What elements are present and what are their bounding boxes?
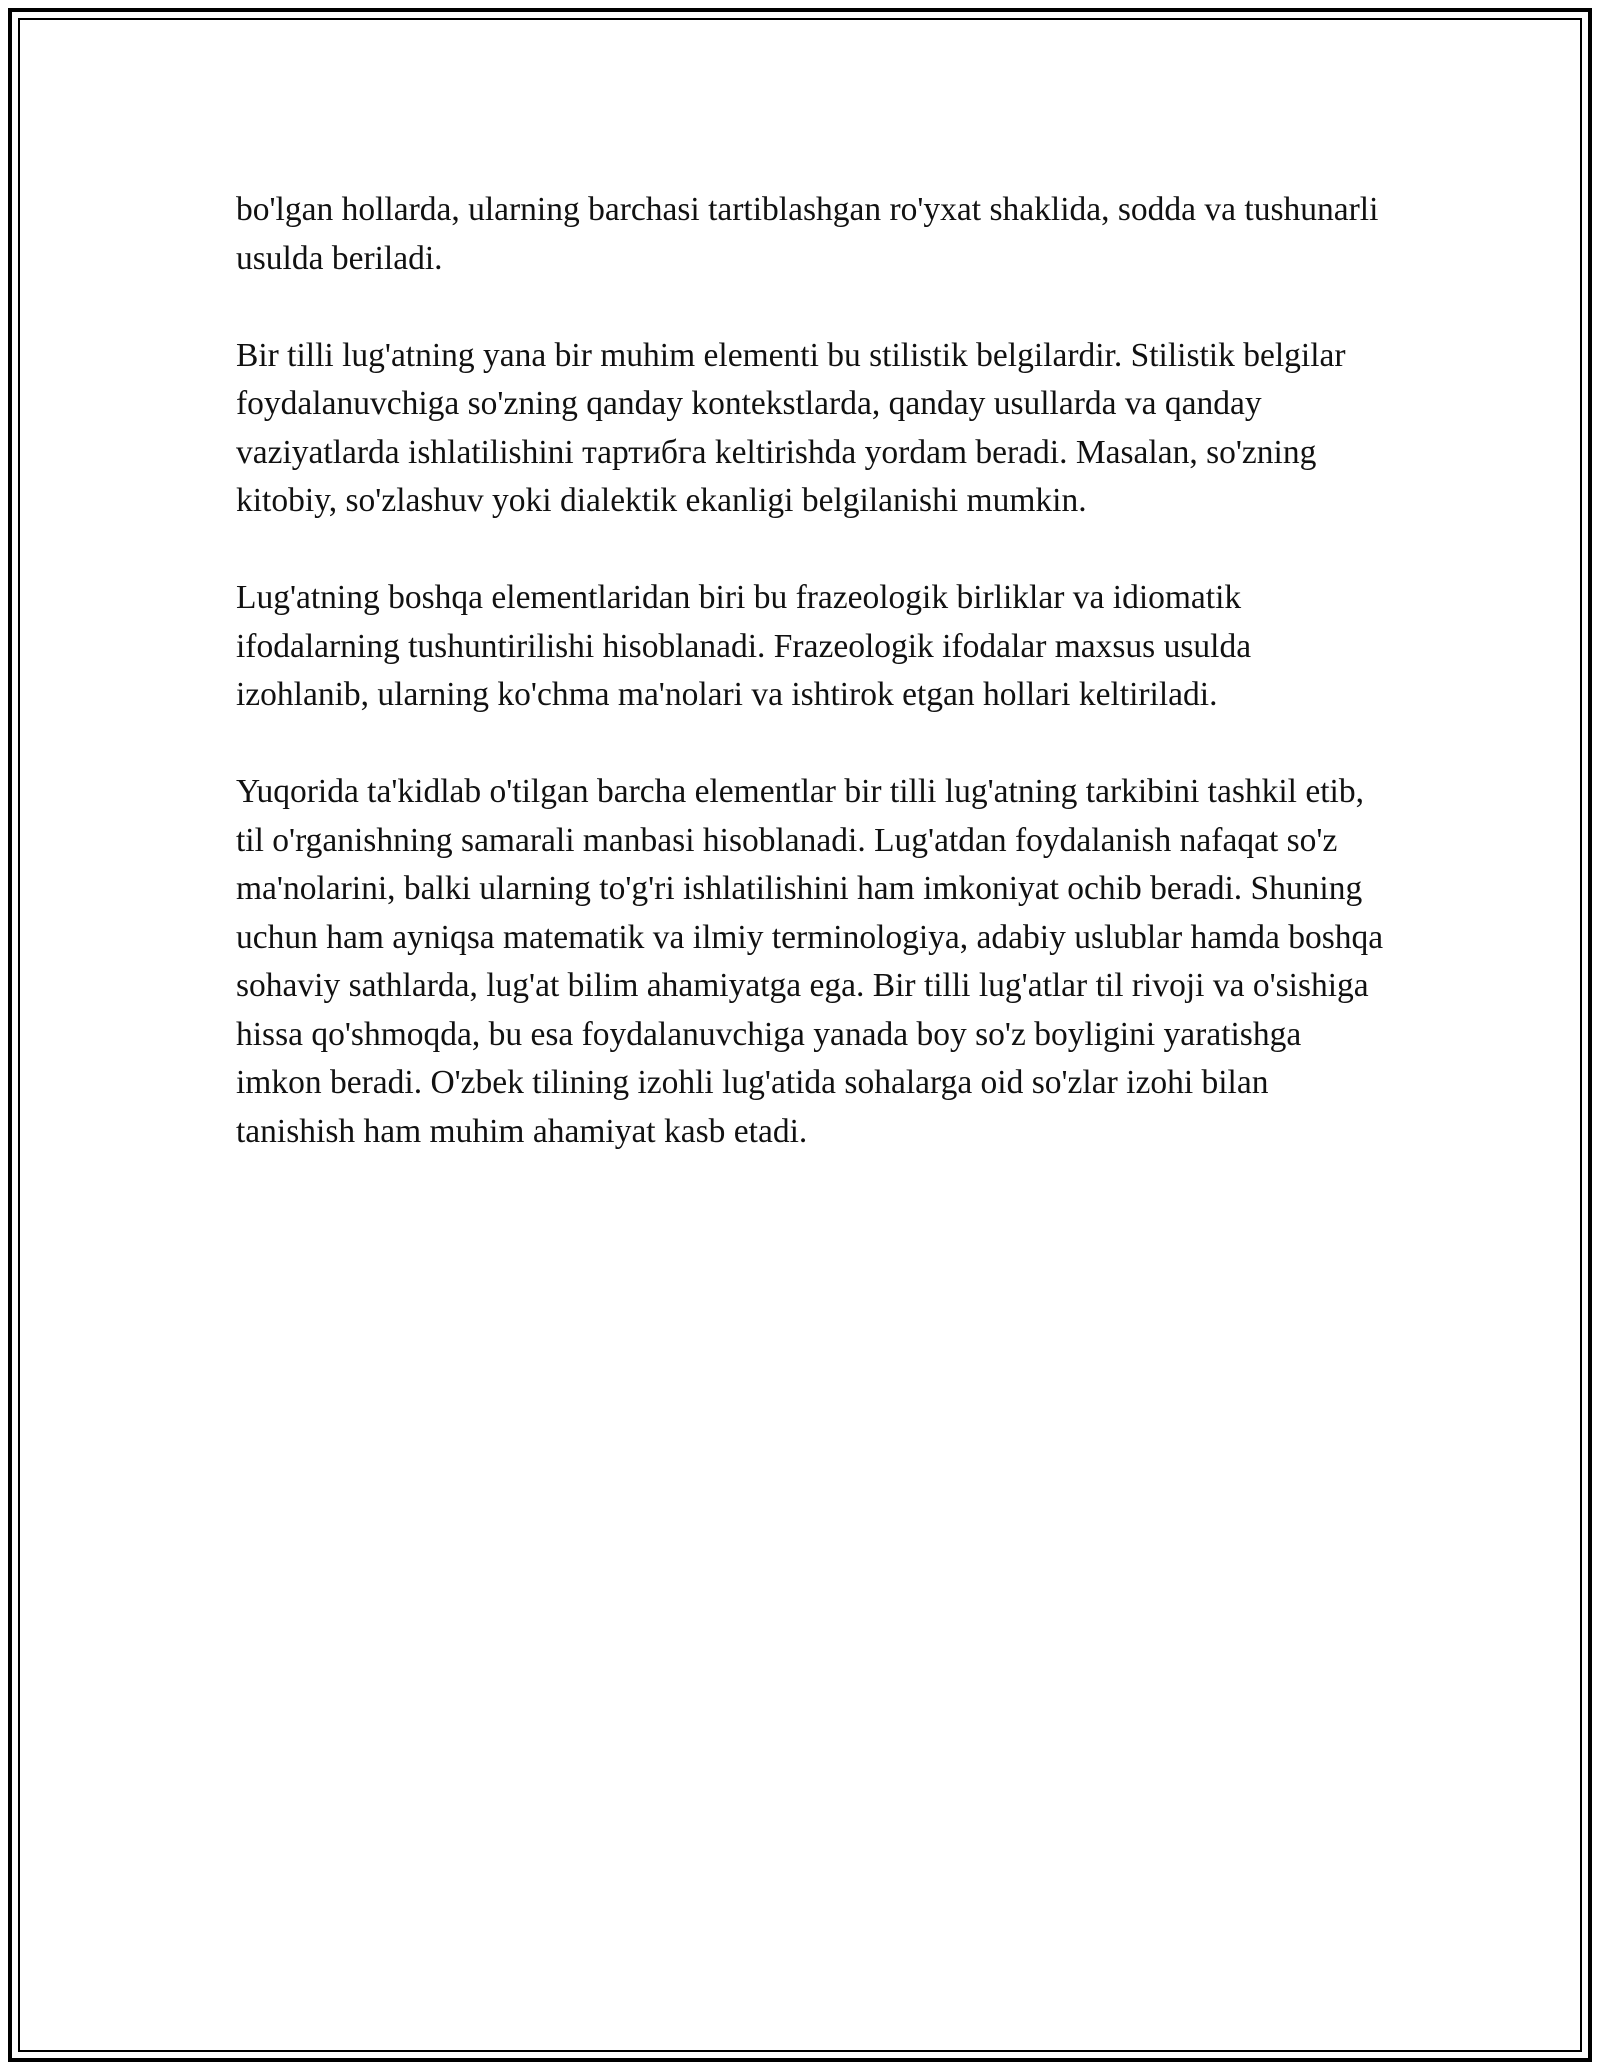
paragraph-3: Lug'atning boshqa elementlaridan biri bu frazeologik birliklar va idiomatik ifodalarning tushuntirilishi hisoblanadi. Frazeologik ifodalar maxsus usulda izohlanib, ularning ko'chma ma'nolari va ishtirok etgan hollari keltiriladi.: [236, 579, 1252, 713]
paragraph-4: Yuqorida ta'kidlab o'tilgan barcha elementlar bir tilli lug'atning tarkibini tashkil etib, til o'rganishning samarali manbasi hisoblanadi. Lug'atdan foydalanish nafaqat so'z ma'nolarini, balki ularning to'g'ri ishlatilishini ham imkoniyat ochib beradi. Shuning uchun ham ayniqsa matematik va ilmiy terminologiya, adabiy uslublar hamda boshqa sohaviy sathlarda, lug'at bilim ahamiyatga ega. Bir tilli lug'atlar til rivoji va o'sishiga hissa qo'shmoqda, bu esa foydalanuvchiga yanada boy so'z boyligini yaratishga imkon beradi. O'zbek tilining izohli lug'atida sohalarga oid so'zlar izohi bilan tanishish ham muhim ahamiyat kasb etadi.: [236, 773, 1384, 1150]
document-body: [236, 186, 1386, 1205]
paragraph-2: Bir tilli lug'atning yana bir muhim elementi bu stilistik belgilardir. Stilistik belgilar foydalanuvchiga so'zning qanday kontekstlarda, qanday usullarda va qanday vaziyatlarda ishlatilishini тартибга keltirishda yordam beradi. Masalan, so'zning kitobiy, so'zlashuv yoki dialektik ekanligi belgilanishi mumkin.: [236, 336, 1346, 519]
paragraph-1: bo'lgan hollarda, ularning barchasi tartiblashgan ro'yxat shaklida, sodda va tushunarli usulda beriladi.: [236, 191, 1379, 277]
